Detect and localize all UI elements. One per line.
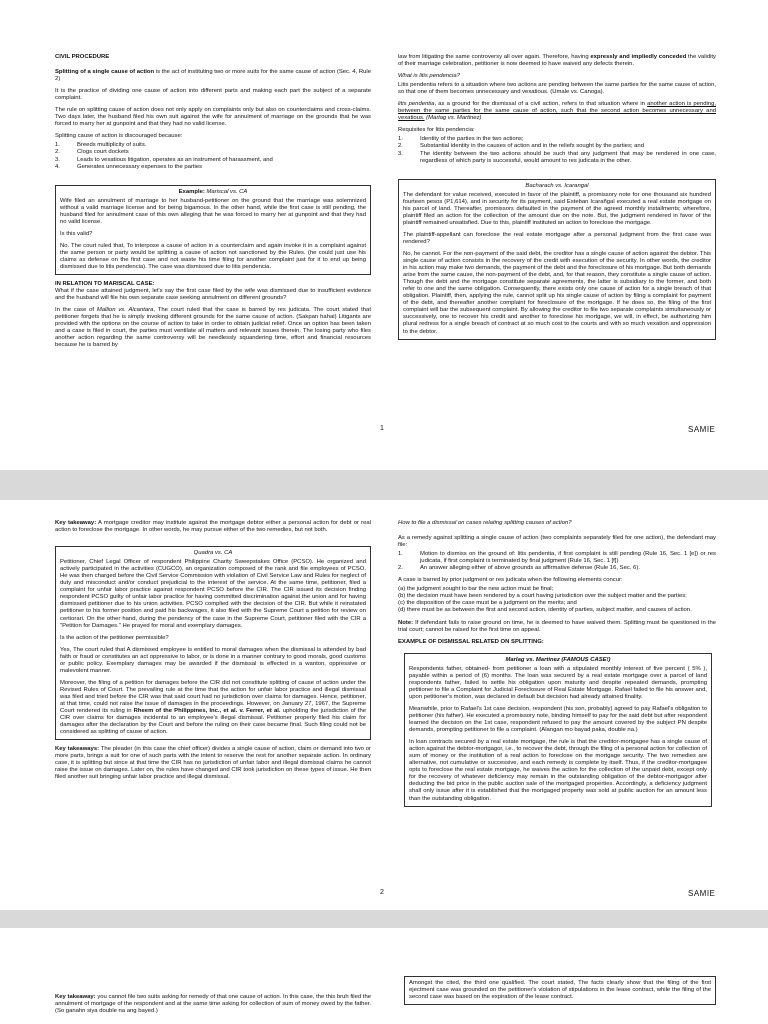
list-intro: Requisites for litis pendencia:	[398, 127, 475, 134]
case-question: Is the action of the petitioner permissible?	[60, 634, 169, 641]
subheading: EXAMPLE OF DISMISSAL RELATED ON SPLITTING:	[398, 638, 544, 645]
document-page-2	[0, 500, 768, 910]
conclusion-text: Amongst the cited, the third one qualified. The court stated, The facts clearly show that the filing of the first ejectment case was grounded on the petitioner's violation of stipulations in the lease contract, while the filing of the second case was based on the expiration of the lease contract.	[409, 980, 711, 1001]
list-item: (d) there must be as between the first and second action, identity of parties, subject matter, and causes of action.	[398, 607, 692, 614]
list-item: 3. The identity between the two actions should be such that any judgment that may be rendered in one case, regardless of which party is successful, would amount to res judicata in the other.	[398, 150, 716, 164]
list-item: 2. An answer alleging either of above grounds as affirmative defense (Rule 16, Sec. 6).	[398, 565, 640, 572]
case-facts: Petitioner, Chief Legal Officer of respondent Philippine Charity Sweepstakes Office (PCSO). He organized and actively participated in the activities (CUGCO), an organization composed of the rank and file employees of PCSO. He was then charged before the Civil Service Commission with violation of Civil Service Law and Rules for neglect of duty and misconduct and/or conduct prejudicial to the interest of the service. At the same time, petitioner, filed a complaint for unfair labor practice against respondent PCSO before the CIR. The CIR issued its decision finding respondent PCSO guilty of unfair labor practice for having committed discrimination against the union and for having dismissed petitioner due to his union activities. PCSO complied with the decision of the CIR. But while it reinstated petitioner to his former position and paid his backwages, it also filed with the Supreme Court a petition for review on certiorari. On the other hand, during the pendency of the case in the Supreme Court, petitioner filed with the CIR a "Petition for Damages." He prayed for moral and exemplary damages.	[60, 559, 366, 629]
case-facts: The defendant for value received, executed in favor of the plaintiff, a promissory note for one thousand six hundred fourteen pesos (P1,614), and in security for its payment, said Esteban Icarañgal executed a real estate mortgage on his parcel of land. Thereafter, promissors defaulted in the payment of the agreed monthly installments; wherefore, plaintiff filed an action for the collection of the amount due on the note. But, the judgment rendered in favor of the plaintiff remained unsatisfied. Due to this, plaintiff instituted an action to foreclose the mortgage.	[403, 191, 711, 226]
paragraph: As a remedy against splitting a single cause of action (two complaints separately filed for one action), the defendant may file:	[398, 535, 716, 549]
list-item: 2. Substantial identity in the causes of action and in the reliefs sought by the parties; and	[398, 143, 644, 150]
paragraph: Litis pendentia refers to a situation where two actions are pending between the same parties for the same cause of action, so that one of them becomes unnecessary and vexatious. (Umale vs. Canoga).	[398, 82, 716, 96]
author-signature: SAMIE	[688, 425, 716, 434]
paragraph: law from litigating the same controversy all over again. Therefore, having expressly and impliedly conceded the validity of their marriage celebration, petitioner is now deemed to have waived any defects therein.	[398, 54, 716, 68]
page2-right-column	[398, 520, 716, 813]
paragraph: litis pendentia, as a ground for the dismissal of a civil action, refers to that situation where in another action is pending, between the same parties for the same cause of action, such that the second action becomes unnecessary and vexatious. (Marlag vs. Martinez)	[398, 101, 716, 122]
list-item: 1. Breeds multiplicity of suits.	[55, 142, 147, 149]
definition-term: Splitting of a single cause of action	[55, 69, 155, 76]
list-item: (b) the decision must have been rendered by a court having jurisdiction over the subject matter and the parties;	[398, 593, 687, 600]
question: What is litis pendencia?	[398, 73, 460, 80]
elements-list	[398, 586, 716, 614]
case-caption: Quadra vs. CA	[193, 550, 233, 557]
case-caption: Marlag vs. Martinez (FAMOUS CASE!)	[505, 656, 611, 663]
subheading: IN RELATION TO MARISCAL CASE:	[55, 281, 155, 288]
paragraph: The rule on splitting cause of action does not only apply on complaints only but also on counterclaims and cross-claims. Two days later, the husband filed his own suit against the wife for annulment of marriage on the grounds that he was forced to marry her at gunpoint and that they had no valid license.	[55, 107, 371, 128]
case-conclusion-box	[404, 976, 716, 1005]
case-ruling: No, he cannot. For the non-payment of the said debt, the creditor has a single cause of action against the debtor. This single cause of action consists in the recovery of the credit with execution of the security. In other words, the creditor in his action may make two demands, the payment of the debt and the foreclosure of his mortgage. But both demands arise from the same cause, the non-payment of the debt, and, for that reason, they constitute a single cause of action. Though the debt and the mortgage constitute separate agreements, the latter is subsidiary to the former, and both refer to one and the same obligation. Consequently, there exists only one cause of action for a single breach of that obligation. Plaintiff, then, applying the rule, cannot split up his single cause of action by filing a complaint for payment of the debt, and thereafter another complaint for foreclosure of the mortgage. If he does so, the filing of the first complaint will bar the subsequent complaint. By allowing the creditor to file two separate complaints simultaneously or successively, one to recover his credit and another to foreclose his mortgage, we will, in effect, be authorizing him plural redress for a single breach of contract at so much cost to the courts and with so much vexation and oppression to the debtor.	[403, 250, 711, 335]
case-facts: Wife filed an annulment of marriage to her husband-petitioner on the ground that the marriage was solemnized without a valid marriage license and for being bigamous. In the other hand, while the first case is still pending, the husband filed for annulment case of this own alleging that he was forced to marry her at gunpoint and that they had no valid license.	[60, 197, 366, 225]
case-facts-continued: Meanwhile, prior to Rafael's 1st case decision, respondent (his son, probably) agreed to pay Rafael's obligation to petitioner (his father). He executed a promissory note, binding himself to pay for the said debt but after respondent learned the decision on the 1st case, respondent refused to pay the amount covered by the subject PN despite demands, prompting petitioner to file a complaint. (Alangan mo bayad paka, double na.)	[409, 705, 707, 734]
page3-right-column	[404, 976, 716, 1011]
page2-left-column	[55, 520, 371, 786]
list-intro: Splitting cause of action is discouraged because:	[55, 133, 183, 140]
list-item: 4. Generates unnecessary expenses to the parties	[55, 163, 203, 170]
note: Note: If defendant fails to raise ground on time, he is deemed to have waived them. Splitting must be questioned in the trial court; cannot be raised for the first time on appeal.	[398, 619, 716, 633]
case-ruling: No. The court ruled that, To interpose a cause of action in a counterclaim and again invoke it in a complaint against the same person or party would be splitting a cause of action not sanctioned by the Rules. (he could just use his claims as defense on the first case and not waste his time filing for another complaint just for it to end up being dismissed due to litis pendencia). The case was dismissed due to litis pendencia.	[60, 242, 366, 271]
list-item: 1. Identity of the parties in the two actions;	[398, 136, 524, 143]
definition-rest: is the act of instituting two or more suits for the same cause of action (Sec. 4, Rule 2)	[55, 69, 371, 83]
definition-paragraph	[55, 69, 371, 83]
case-box-mariscal	[55, 185, 371, 275]
case-ruling: In loan contracts secured by a real estate mortgage, the rule is that the creditor-mortgagee has a single cause of action against the debtor-mortgagor, i.e., to recover the debt, through the filing of a personal action for collection of sum of money or the institution of a real action to foreclose on the mortgage security. The two remedies are alternative, not cumulative or successive, and each remedy is complete by itself. Thus, if the creditor-mortgagee opts to foreclose the real estate mortgage, he waives the action for the collection of the unpaid debt, except only for the recovery of whatever deficiency may remain in the outstanding obligation of the debtor-mortgagor after deducting the bid price in the public auction sale of the mortgaged properties. Accordingly, a deficiency judgment shall only issue after it is established that the mortgaged property was sold at public auction for an amount less than the outstanding obligation.	[409, 739, 707, 802]
remedies-list	[398, 551, 716, 572]
list-item: 3. Leads to vexatious litigation, operates as an instrument of harassment, and	[55, 156, 273, 163]
page1-right-column	[398, 54, 716, 346]
reasons-list	[55, 142, 371, 170]
list-intro: A case is barred by prior judgment or res judicata when the following elements concur:	[398, 577, 623, 584]
document-page-1	[0, 0, 768, 470]
paragraph: It is the practice of dividing one cause of action into different parts and making each part the subject of a separate complaint.	[55, 88, 371, 102]
page-number: 1	[380, 425, 384, 432]
page-number: 2	[380, 889, 384, 896]
case-question: The plaintiff-appellant can foreclose the real estate mortgage after a personal judgment from the first case was rendered?	[403, 231, 711, 245]
list-item: 1. Motion to dismiss on the ground of: litis pendentia, if first complaint is still pending (Rule 16, Sec. 1 [e]) or res judicata, if first complaint is terminated by final judgment (Rule 16, Sec. 1 [f])	[398, 551, 716, 565]
paragraph: In the case of Mallion vs. Alcantara, The court ruled that the case is barred by res judicata. The court stated that petitioner forgets that he is simply invoking different grounds for the same cause of action. (Sakpan hahai) Litigants are provided with the options on the course of action to take in order to obtain judicial relief. Once an option has been taken and a case is filed in court, the parties must ventilate all matters and relevant issues therein. The losing party who files another action regarding the same controversy will be needlessly squandering time, effort and financial resources because he is barred by	[55, 307, 371, 349]
list-item: (c) the disposition of the case must be a judgment on the merits; and	[398, 600, 577, 607]
section-heading: CIVIL PROCEDURE	[55, 54, 110, 60]
case-caption: Bacharach vs. Icarangal	[525, 182, 589, 189]
case-box-marlag	[404, 653, 712, 807]
page3-left-column	[55, 994, 371, 1020]
page1-left-column	[55, 54, 371, 355]
key-takeaway: Key takeaway: A mortgage creditor may institute against the mortgage debtor either a personal action for debt or real action to foreclose the mortgage. In other words, he may pursue either of the two remedies, but not both.	[55, 520, 371, 534]
case-box-quadra	[55, 546, 371, 740]
author-signature: SAMIE	[688, 889, 716, 898]
requisites-list	[398, 136, 716, 164]
case-facts: Respondents father, obtained- from petitioner a loan with a stipulated monthly interest of five percent ( 5% ), payable within a period of (6) months. The loan was secured by a real estate mortgage over a parcel of land respondents father, failed to settle his obligation upon maturity and despite repeated demands, prompting petitioner to file a Complaint for Judicial Foreclosure of Real Estate Mortgage. Rafael failed to file his answer and, upon petitioner's motion, was declared in default but decision had already attained finality.	[409, 665, 707, 700]
case-caption: Example: Mariscal vs. CA	[178, 188, 248, 195]
case-question: Is this valid?	[60, 230, 93, 237]
case-ruling: Yes, The court ruled that A dismissed employee is entitled to moral damages when the dismissal is attended by bad faith or fraud or constitutes an act oppressive to labor, or is done in a manner contrary to good morals, good customs or public policy. Exemplary damages may be awarded if the dismissal is effected in a wanton, oppressive or malevolent manner.	[60, 646, 366, 674]
document-page-3	[0, 928, 768, 1024]
case-box-bacharach	[398, 179, 716, 340]
case-ruling-continued: Moreover, the filing of a petition for damages before the CIR did not constitute splitting of cause of action under the Revised Rules of Court. The prevailing rule at the time that the action for unfair labor practice and illegal dismissal was filed and tried before the CIR was that said court had no jurisdiction over claims for damages. Hence, petitioner, at that time, could not raise the issue of damages in the proceedings. However, on January 27, 1967, the Supreme Court rendered its ruling in Rheem of the Philippines, Inc., et al. v. Ferrer, et al. upholding the jurisdiction of the CIR over claims for damages incidental to an employee's illegal dismissal. Petitioner properly filed his claim for damages after the declaration by the Court and before the ruling on their case became final. Such filing could not be considered as splitting of cause of action.	[60, 679, 366, 736]
key-takeaway: Key takeaway: you cannot file two suits asking for remedy of that one cause of action. In this case, the this bruh filed the annulment of mortgage of the respondent and at the same time asking for collection of sum of money owed by the father. (So ganahn siya double na ang bayed.)	[55, 994, 371, 1015]
key-takeaway: Key takeaways: The pleader (in this case the chief officer) divides a single cause of action, claim or demand into two or more parts, brings a suit for one of such parts with the intent to reserve the rest for another separate action. In ordinary case, it is splitting but since at that time the CIR has no jurisdiction of unfair labor and illegal dismissal claims he cannot raise the issue on damages. Later on, the rules have changed and CIR took jurisdiction on these types of issue. He then filed another suit bringing unfair labor practice and illegal dismissal.	[55, 746, 371, 781]
list-item: 2. Clogs court dockets	[55, 149, 129, 156]
paragraph: What if the case attained judgment, let's say the first case filed by the wife was dismissed due to insufficient evidence and the husband will file his own separate case seeking annulment on different grounds?	[55, 288, 371, 302]
question: How to file a dismissal on cases relating splitting causes of action?	[398, 520, 572, 526]
list-item: (a) the judgment sought to bar the new action must be final;	[398, 586, 554, 593]
